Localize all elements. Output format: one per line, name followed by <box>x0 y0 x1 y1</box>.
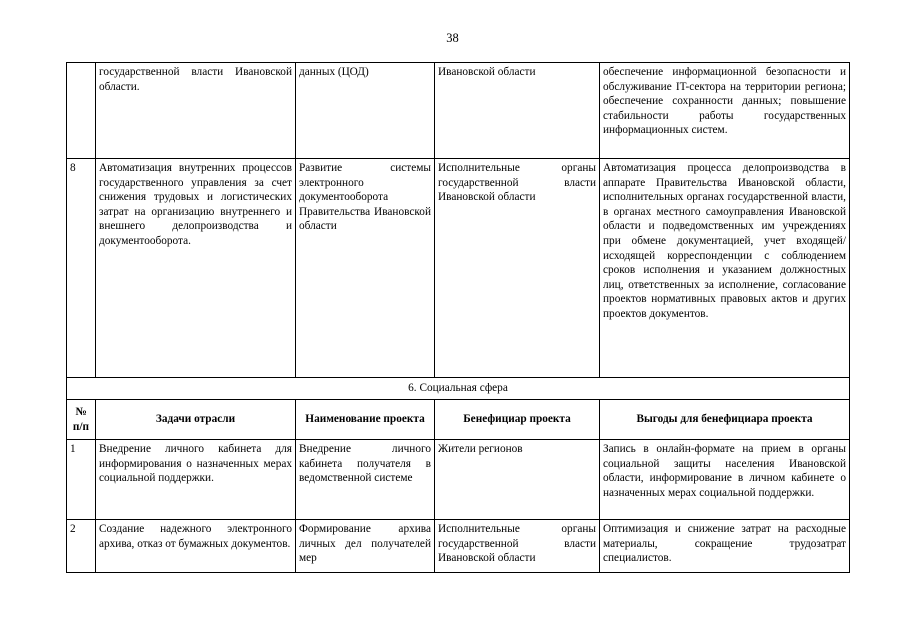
row-number: 2 <box>67 520 96 573</box>
column-header-task: Задачи отрасли <box>96 400 296 440</box>
column-header-beneficiary: Бенефициар проекта <box>435 400 600 440</box>
row-number: 8 <box>67 159 96 378</box>
table-row <box>67 159 850 378</box>
benefits-cell: Оптимизация и снижение затрат на расходные материалы, сокращение трудозатрат специалистов. <box>600 520 850 573</box>
column-header-benefits: Выгоды для бенефициара проекта <box>600 400 850 440</box>
benefits-cell: обеспечение информационной безопасности и обслуживание IT-сектора на территории региона; обеспечение сохранности данных; повышение стабильности работы государственных информационных систем. <box>600 63 850 159</box>
section-title: 6. Социальная сфера <box>67 378 850 400</box>
row-number <box>67 63 96 159</box>
projects-table <box>66 62 850 573</box>
task-cell: Автоматизация внутренних процессов государственного управления за счет снижения трудовых и логистических затрат на организацию внутреннего и внешнего делопроизводства и документооборота. <box>96 159 296 378</box>
page-number: 38 <box>446 31 459 45</box>
beneficiary-cell: Ивановской области <box>435 63 600 159</box>
benefits-cell: Запись в онлайн-формате на прием в органы социальной защиты населения Ивановской области, информирование в личном кабинете о назначенных мерах социальной поддержки. <box>600 440 850 520</box>
column-header-number: № п/п <box>67 400 96 440</box>
table-row <box>67 440 850 520</box>
project-name-cell: Формирование архива личных дел получателей мер <box>296 520 435 573</box>
column-header-project-name: Наименование проекта <box>296 400 435 440</box>
task-cell: государственной власти Ивановской области. <box>96 63 296 159</box>
beneficiary-cell: Исполнительные органы государственной власти Ивановской области <box>435 520 600 573</box>
beneficiary-cell: Жители регионов <box>435 440 600 520</box>
task-cell: Создание надежного электронного архива, отказ от бумажных документов. <box>96 520 296 573</box>
project-name-cell: данных (ЦОД) <box>296 63 435 159</box>
benefits-cell: Автоматизация процесса делопроизводства в аппарате Правительства Ивановской области, исполнительных органах государственной власти, в органах местного самоуправления Ивановской области и подведомственных им учреждениях при обмене документацией, учет входящей/исходящей корреспонденции с соблюдением сроков исполнения и указанием должностных лиц, ответственных за исполнение, согласование проектов нормативных правовых актов и других проектов документов. <box>600 159 850 378</box>
task-cell: Внедрение личного кабинета для информирования о назначенных мерах социальной поддержки. <box>96 440 296 520</box>
beneficiary-cell: Исполнительные органы государственной власти Ивановской области <box>435 159 600 378</box>
project-name-cell: Внедрение личного кабинета получателя в ведомственной системе <box>296 440 435 520</box>
table-row <box>67 63 850 159</box>
header-row <box>67 400 850 440</box>
table-row <box>67 520 850 573</box>
project-name-cell: Развитие системы электронного документооборота Правительства Ивановской области <box>296 159 435 378</box>
row-number: 1 <box>67 440 96 520</box>
section-heading-row <box>67 378 850 400</box>
